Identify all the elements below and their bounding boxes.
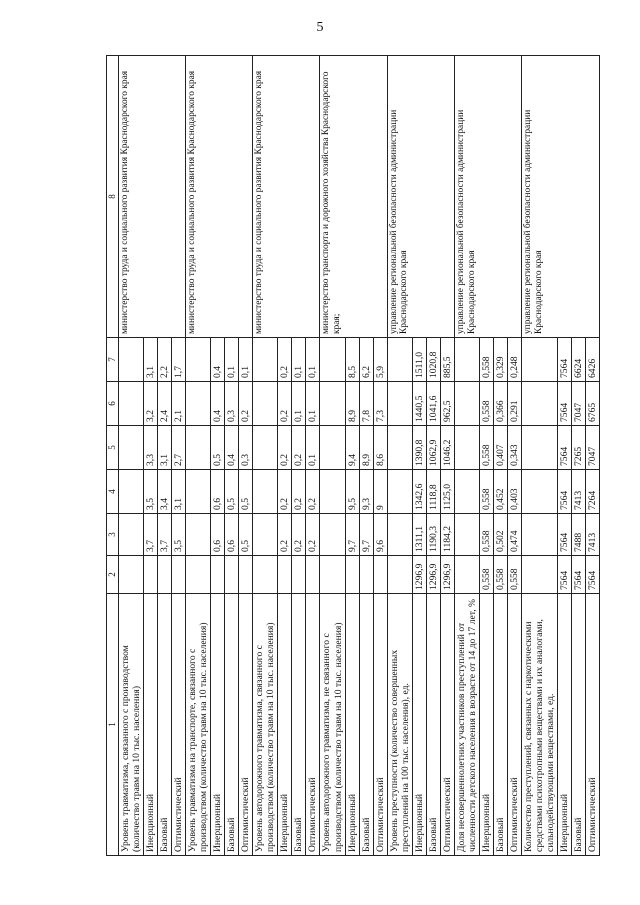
value-cell: 962,5 <box>440 382 454 426</box>
empty-cell <box>320 556 345 594</box>
value-cell <box>373 556 387 594</box>
value-cell <box>211 556 225 594</box>
empty-cell <box>320 338 345 382</box>
empty-cell <box>119 556 144 594</box>
value-cell: 9,5 <box>345 470 359 514</box>
indicator-title-row <box>521 56 557 856</box>
value-cell: 0,2 <box>306 514 320 556</box>
empty-cell <box>253 382 278 426</box>
empty-cell <box>119 514 144 556</box>
empty-cell <box>253 556 278 594</box>
empty-cell <box>119 338 144 382</box>
value-cell <box>172 556 186 594</box>
empty-cell <box>119 426 144 470</box>
value-cell: 9,3 <box>359 470 373 514</box>
value-cell: 0,558 <box>479 426 493 470</box>
scenario-label: Оптимистический <box>172 594 186 856</box>
value-cell: 1311,1 <box>412 514 426 556</box>
scenario-label: Оптимистический <box>306 594 320 856</box>
value-cell: 7564 <box>558 382 572 426</box>
empty-cell <box>253 514 278 556</box>
empty-cell <box>521 382 557 426</box>
empty-cell <box>320 470 345 514</box>
value-cell: 3,5 <box>144 470 158 514</box>
value-cell: 9 <box>373 470 387 514</box>
value-cell: 1296,9 <box>426 556 440 594</box>
responsible-authority: управление региональной безопасности администрации Краснодарского края <box>387 56 454 338</box>
value-cell: 0,2 <box>278 514 292 556</box>
scenario-label: Оптимистический <box>507 594 521 856</box>
value-cell: 7047 <box>572 382 586 426</box>
empty-cell <box>387 382 412 426</box>
value-cell: 0,329 <box>493 338 507 382</box>
value-cell: 1342,6 <box>412 470 426 514</box>
value-cell: 0,558 <box>479 338 493 382</box>
empty-cell <box>521 426 557 470</box>
empty-cell <box>320 426 345 470</box>
empty-cell <box>521 556 557 594</box>
value-cell: 6426 <box>586 338 600 382</box>
value-cell: 0,343 <box>507 426 521 470</box>
value-cell: 0,2 <box>278 382 292 426</box>
value-cell: 0,558 <box>493 556 507 594</box>
header-cell: 4 <box>107 470 119 514</box>
header-cell: 6 <box>107 382 119 426</box>
value-cell: 0,1 <box>292 338 306 382</box>
empty-cell <box>186 382 211 426</box>
value-cell: 1184,2 <box>440 514 454 556</box>
value-cell: 0,2 <box>306 470 320 514</box>
page-number: 5 <box>316 20 324 35</box>
value-cell: 3,3 <box>144 426 158 470</box>
responsible-authority: управление региональной безопасности администрации Краснодарского края <box>521 56 599 338</box>
indicators-table <box>106 55 600 856</box>
empty-cell <box>186 514 211 556</box>
empty-cell <box>387 426 412 470</box>
value-cell: 0,1 <box>306 426 320 470</box>
value-cell: 0,4 <box>211 382 225 426</box>
scenario-label: Базовый <box>426 594 440 856</box>
empty-cell <box>387 514 412 556</box>
scenario-label: Базовый <box>359 594 373 856</box>
value-cell <box>144 556 158 594</box>
value-cell: 7265 <box>572 426 586 470</box>
value-cell: 7564 <box>572 556 586 594</box>
value-cell: 0,2 <box>278 426 292 470</box>
value-cell: 0,558 <box>479 514 493 556</box>
responsible-authority: министерство транспорта и дорожного хозяйства Краснодарского края; <box>320 56 387 338</box>
value-cell: 3,7 <box>144 514 158 556</box>
value-cell: 7,3 <box>373 382 387 426</box>
empty-cell <box>119 470 144 514</box>
responsible-authority: министерство труда и социального развития Краснодарского края <box>253 56 320 338</box>
value-cell: 8,6 <box>373 426 387 470</box>
value-cell: 7,8 <box>359 382 373 426</box>
indicator-title-row <box>119 56 144 856</box>
value-cell: 7564 <box>558 514 572 556</box>
empty-cell <box>454 556 479 594</box>
value-cell: 2,4 <box>158 382 172 426</box>
scenario-label: Оптимистический <box>373 594 387 856</box>
value-cell: 1125,0 <box>440 470 454 514</box>
value-cell <box>225 556 239 594</box>
value-cell: 0,2 <box>292 514 306 556</box>
empty-cell <box>454 514 479 556</box>
indicator-title: Уровень автодорожного травматизма, не связанного с производством (количество травм на 10 тыс. населения) <box>320 594 345 856</box>
value-cell: 9,6 <box>373 514 387 556</box>
empty-cell <box>387 338 412 382</box>
responsible-authority: министерство труда и социального развития Краснодарского края <box>119 56 186 338</box>
indicator-title-row <box>320 56 345 856</box>
value-cell: 0,6 <box>211 470 225 514</box>
empty-cell <box>253 470 278 514</box>
empty-cell <box>119 382 144 426</box>
value-cell: 0,407 <box>493 426 507 470</box>
empty-cell <box>521 338 557 382</box>
value-cell: 885,5 <box>440 338 454 382</box>
value-cell: 1296,9 <box>412 556 426 594</box>
value-cell: 0,2 <box>278 338 292 382</box>
value-cell: 1,7 <box>172 338 186 382</box>
indicator-title: Количество преступлений, связанных с наркотическими средствами психотропными веществами и их аналогами, сильнодействующими веществами, ед. <box>521 594 557 856</box>
value-cell: 0,5 <box>225 470 239 514</box>
value-cell <box>345 556 359 594</box>
value-cell <box>239 556 253 594</box>
value-cell: 3,1 <box>158 426 172 470</box>
value-cell: 0,5 <box>211 426 225 470</box>
scenario-label: Инерционный <box>278 594 292 856</box>
responsible-authority: министерство труда и социального развития Краснодарского края <box>186 56 253 338</box>
value-cell: 0,502 <box>493 514 507 556</box>
value-cell: 3,1 <box>144 338 158 382</box>
scenario-label: Базовый <box>158 594 172 856</box>
header-cell: 5 <box>107 426 119 470</box>
value-cell: 6624 <box>572 338 586 382</box>
empty-cell <box>387 470 412 514</box>
value-cell <box>306 556 320 594</box>
empty-cell <box>186 556 211 594</box>
empty-cell <box>186 426 211 470</box>
value-cell: 1190,3 <box>426 514 440 556</box>
header-cell: 7 <box>107 338 119 382</box>
value-cell: 5,9 <box>373 338 387 382</box>
value-cell: 6,2 <box>359 338 373 382</box>
empty-cell <box>521 470 557 514</box>
value-cell: 8,9 <box>345 382 359 426</box>
scenario-label: Инерционный <box>345 594 359 856</box>
value-cell: 0,474 <box>507 514 521 556</box>
value-cell: 7264 <box>586 470 600 514</box>
value-cell: 0,452 <box>493 470 507 514</box>
value-cell: 7413 <box>586 514 600 556</box>
header-cell: 1 <box>107 594 119 856</box>
value-cell: 0,4 <box>225 426 239 470</box>
empty-cell <box>253 426 278 470</box>
value-cell: 3,2 <box>144 382 158 426</box>
value-cell: 0,2 <box>239 382 253 426</box>
header-row <box>107 56 119 856</box>
value-cell: 0,558 <box>507 556 521 594</box>
empty-cell <box>454 470 479 514</box>
value-cell: 7564 <box>558 470 572 514</box>
value-cell: 2,1 <box>172 382 186 426</box>
value-cell: 0,1 <box>225 338 239 382</box>
value-cell: 0,3 <box>225 382 239 426</box>
scenario-label: Базовый <box>572 594 586 856</box>
scenario-label: Инерционный <box>211 594 225 856</box>
value-cell <box>292 556 306 594</box>
value-cell <box>158 556 172 594</box>
scenario-label: Оптимистический <box>586 594 600 856</box>
scenario-label: Оптимистический <box>440 594 454 856</box>
scenario-label: Базовый <box>225 594 239 856</box>
value-cell: 0,5 <box>239 470 253 514</box>
value-cell: 0,6 <box>211 514 225 556</box>
value-cell: 1046,2 <box>440 426 454 470</box>
value-cell: 7564 <box>558 338 572 382</box>
empty-cell <box>454 382 479 426</box>
value-cell: 3,5 <box>172 514 186 556</box>
indicator-title: Уровень травматизма на транспорте, связанного с производством (количество травм на 10 тыс. населения) <box>186 594 211 856</box>
empty-cell <box>320 382 345 426</box>
indicator-title: Уровень преступности (количество совершенных преступлений на 100 тыс. населения), ед. <box>387 594 412 856</box>
scenario-label: Оптимистический <box>239 594 253 856</box>
scenario-label: Инерционный <box>144 594 158 856</box>
empty-cell <box>186 338 211 382</box>
value-cell: 3,1 <box>172 470 186 514</box>
scenario-label: Инерционный <box>412 594 426 856</box>
value-cell: 0,6 <box>225 514 239 556</box>
scenario-label: Инерционный <box>558 594 572 856</box>
value-cell: 0,558 <box>479 470 493 514</box>
scenario-label: Базовый <box>493 594 507 856</box>
value-cell: 0,5 <box>239 514 253 556</box>
value-cell: 1390,8 <box>412 426 426 470</box>
value-cell: 0,1 <box>306 382 320 426</box>
value-cell <box>278 556 292 594</box>
value-cell: 7488 <box>572 514 586 556</box>
value-cell: 7564 <box>558 426 572 470</box>
empty-cell <box>186 470 211 514</box>
header-cell: 8 <box>107 56 119 338</box>
value-cell: 1020,8 <box>426 338 440 382</box>
value-cell: 0,403 <box>507 470 521 514</box>
value-cell: 0,558 <box>479 556 493 594</box>
value-cell: 3,7 <box>158 514 172 556</box>
scenario-label: Базовый <box>292 594 306 856</box>
value-cell: 8,5 <box>345 338 359 382</box>
empty-cell <box>320 514 345 556</box>
value-cell: 0,291 <box>507 382 521 426</box>
indicator-title: Уровень травматизма, связанного с производством (количество травм на 10 тыс. населения) <box>119 594 144 856</box>
value-cell: 8,9 <box>359 426 373 470</box>
value-cell: 0,2 <box>278 470 292 514</box>
value-cell: 0,1 <box>306 338 320 382</box>
value-cell: 1062,9 <box>426 426 440 470</box>
value-cell: 0,1 <box>239 338 253 382</box>
value-cell: 0,4 <box>211 338 225 382</box>
value-cell: 0,558 <box>479 382 493 426</box>
value-cell: 0,2 <box>292 470 306 514</box>
value-cell: 1118,8 <box>426 470 440 514</box>
rotated-table-frame <box>106 56 599 856</box>
value-cell: 0,366 <box>493 382 507 426</box>
indicator-title-row <box>454 56 479 856</box>
value-cell: 6765 <box>586 382 600 426</box>
indicator-title-row <box>387 56 412 856</box>
value-cell: 7413 <box>572 470 586 514</box>
value-cell: 1511,0 <box>412 338 426 382</box>
value-cell: 1440,5 <box>412 382 426 426</box>
value-cell: 0,248 <box>507 338 521 382</box>
indicator-title: Уровень автодорожного травматизма, связанного с производством (количество травм на 10 тыс. населения) <box>253 594 278 856</box>
value-cell: 0,1 <box>292 382 306 426</box>
value-cell <box>359 556 373 594</box>
value-cell: 7564 <box>558 556 572 594</box>
value-cell: 0,2 <box>292 426 306 470</box>
indicator-title: Доля несовершеннолетних участников преступлений от численности детского населения в возрасте от 14 до 17 лет, % <box>454 594 479 856</box>
value-cell: 0,3 <box>239 426 253 470</box>
value-cell: 7047 <box>586 426 600 470</box>
value-cell: 1296,9 <box>440 556 454 594</box>
value-cell: 3,4 <box>158 470 172 514</box>
header-cell: 2 <box>107 556 119 594</box>
value-cell: 2,7 <box>172 426 186 470</box>
table-body <box>107 56 600 856</box>
empty-cell <box>454 338 479 382</box>
empty-cell <box>253 338 278 382</box>
scenario-label: Инерционный <box>479 594 493 856</box>
value-cell: 1041,6 <box>426 382 440 426</box>
responsible-authority: управление региональной безопасности администрации Краснодарского края <box>454 56 521 338</box>
value-cell: 9,4 <box>345 426 359 470</box>
rotated-table-content <box>106 56 599 856</box>
value-cell: 7564 <box>586 556 600 594</box>
empty-cell <box>454 426 479 470</box>
value-cell: 2,2 <box>158 338 172 382</box>
empty-cell <box>521 514 557 556</box>
value-cell: 9,7 <box>359 514 373 556</box>
header-cell: 3 <box>107 514 119 556</box>
indicator-title-row <box>186 56 211 856</box>
empty-cell <box>387 556 412 594</box>
indicator-title-row <box>253 56 278 856</box>
value-cell: 9,7 <box>345 514 359 556</box>
